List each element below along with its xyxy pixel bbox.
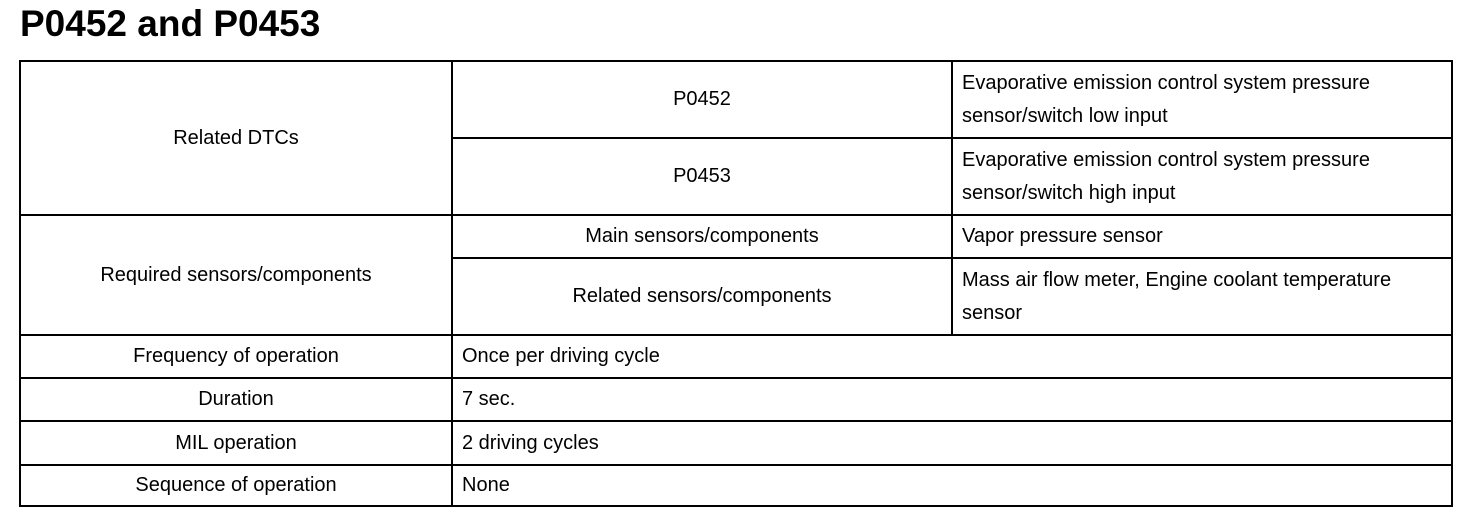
sequence-value: None (452, 465, 1452, 506)
mil-operation-value: 2 driving cycles (452, 421, 1452, 465)
dtc-code: P0452 (452, 61, 952, 138)
dtc-code: P0453 (452, 138, 952, 215)
table-row (20, 378, 1452, 421)
page-title: P0452 and P0453 (20, 3, 321, 44)
table-row (20, 335, 1452, 378)
table-row (20, 465, 1452, 506)
table-row (20, 215, 1452, 258)
duration-value: 7 sec. (452, 378, 1452, 421)
table-row (20, 61, 1452, 138)
required-sensors-label: Required sensors/components (20, 215, 452, 335)
dtc-spec-table (19, 60, 1453, 507)
duration-label: Duration (20, 378, 452, 421)
related-sensors-value: Mass air flow meter, Engine coolant temperature sensor (952, 258, 1452, 335)
frequency-value: Once per driving cycle (452, 335, 1452, 378)
frequency-label: Frequency of operation (20, 335, 452, 378)
main-sensors-value: Vapor pressure sensor (952, 215, 1452, 258)
sequence-label: Sequence of operation (20, 465, 452, 506)
main-sensors-label: Main sensors/components (452, 215, 952, 258)
related-dtcs-label: Related DTCs (20, 61, 452, 215)
dtc-description: Evaporative emission control system pressure sensor/switch low input (952, 61, 1452, 138)
mil-operation-label: MIL operation (20, 421, 452, 465)
table-row (20, 421, 1452, 465)
dtc-description: Evaporative emission control system pressure sensor/switch high input (952, 138, 1452, 215)
related-sensors-label: Related sensors/components (452, 258, 952, 335)
